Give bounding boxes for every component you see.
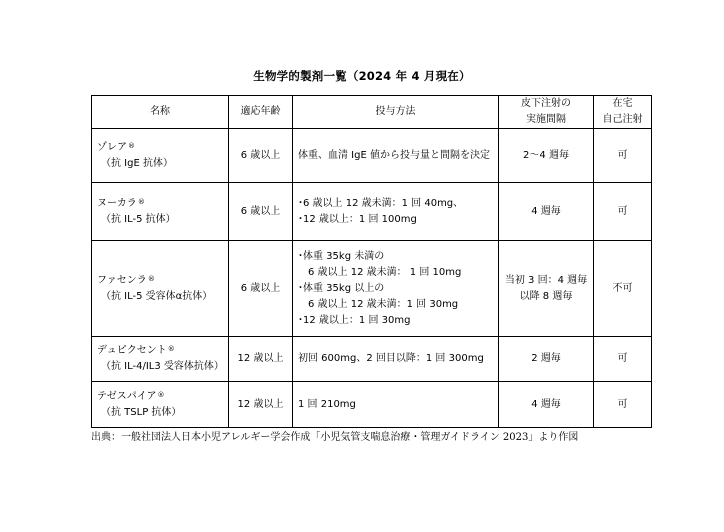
table-row <box>92 183 652 241</box>
header-age: 適応年齢 <box>229 96 293 129</box>
header-interval-line2: 実施間隔 <box>526 114 566 125</box>
drug-name: ファセンラ® <box>97 274 155 286</box>
registered-mark: ® <box>128 141 135 150</box>
header-self-line1: 在宅 <box>612 98 633 109</box>
dose-line: 6 歳以上 12 歳未満： 1 回 10mg <box>308 266 462 278</box>
drug-name: テゼスパイア® <box>97 390 165 402</box>
dose-line: ･6 歳以上 12 歳未満：1 回 40mg、 <box>298 197 464 209</box>
drug-target: （抗 IL-4/IL3 受容体抗体） <box>101 361 224 372</box>
registered-mark: ® <box>157 390 165 399</box>
header-self-injection <box>594 96 652 129</box>
drug-name-cell <box>92 183 229 241</box>
dose-line: 初回 600mg、2 回目以降：1 回 300mg <box>298 353 484 364</box>
header-name: 名称 <box>92 96 229 129</box>
age-cell: 6 歳以上 <box>229 241 293 337</box>
header-dose: 投与方法 <box>293 96 499 129</box>
table-row <box>92 382 652 428</box>
interval-cell <box>499 241 594 337</box>
table-row <box>92 241 652 337</box>
age-cell: 6 歳以上 <box>229 183 293 241</box>
page-title: 生物学的製剤一覧（2024 年 4 月現在） <box>253 69 471 83</box>
drug-name-cell <box>92 337 229 382</box>
drug-target: （抗 IgE 抗体） <box>101 157 173 169</box>
header-interval <box>499 96 594 129</box>
header-interval-line1: 皮下注射の <box>521 98 571 109</box>
drug-target: （抗 IL-5 抗体） <box>101 213 176 225</box>
self-injection-cell: 不可 <box>594 241 652 337</box>
age-cell: 6 歳以上 <box>229 129 293 183</box>
registered-mark: ® <box>147 274 155 283</box>
dose-cell <box>293 337 499 382</box>
table-row <box>92 129 652 183</box>
age-cell: 12 歳以上 <box>229 382 293 428</box>
interval-line: 以降 8 週毎 <box>519 290 573 302</box>
self-injection-cell: 可 <box>594 129 652 183</box>
dose-line: ･体重 35kg 以上の <box>298 282 385 294</box>
interval-cell <box>499 183 594 241</box>
drug-name-cell <box>92 241 229 337</box>
header-self-line2: 自己注射 <box>602 114 643 125</box>
drug-name-cell <box>92 382 229 428</box>
registered-mark: ® <box>137 197 145 206</box>
drug-name-cell <box>92 129 229 183</box>
drug-target: （抗 TSLP 抗体） <box>101 406 182 418</box>
interval-cell <box>499 337 594 382</box>
dose-line: ･12 歳以上：1 回 30mg <box>298 314 411 326</box>
interval-line: 4 週毎 <box>531 398 561 410</box>
registered-mark: ® <box>167 345 175 353</box>
source-citation: 出典：一般社団法人日本小児アレルギー学会作成「小児気管支喘息治療・管理ガイドライン 2023」より作図 <box>91 432 579 443</box>
drug-target: （抗 IL-5 受容体α抗体） <box>101 290 213 302</box>
drug-name: デュピクセント® <box>97 345 175 356</box>
drug-name: ゾレア® <box>97 141 135 153</box>
dose-line: ･体重 35kg 未満の <box>298 250 385 262</box>
self-injection-cell: 可 <box>594 183 652 241</box>
interval-line: 当初 3 回：4 週毎 <box>504 274 588 286</box>
dose-cell <box>293 129 499 183</box>
dose-cell <box>293 241 499 337</box>
dose-line: ･12 歳以上：1 回 100mg <box>298 213 417 225</box>
interval-cell <box>499 129 594 183</box>
drug-name: ヌーカラ® <box>97 197 145 209</box>
dose-cell <box>293 183 499 241</box>
biologics-table <box>91 95 652 428</box>
self-injection-cell: 可 <box>594 382 652 428</box>
table-header-row <box>92 96 652 129</box>
table-row <box>92 337 652 382</box>
dose-line: 1 回 210mg <box>298 398 356 410</box>
interval-line: 4 週毎 <box>531 205 561 217</box>
interval-line: 2 週毎 <box>531 353 561 364</box>
self-injection-cell: 可 <box>594 337 652 382</box>
interval-line: 2～4 週毎 <box>523 149 569 161</box>
age-cell: 12 歳以上 <box>229 337 293 382</box>
dose-line: 6 歳以上 12 歳未満：1 回 30mg <box>308 298 459 310</box>
interval-cell <box>499 382 594 428</box>
dose-cell <box>293 382 499 428</box>
dose-line: 体重、血清 IgE 値から投与量と間隔を決定 <box>298 149 490 161</box>
